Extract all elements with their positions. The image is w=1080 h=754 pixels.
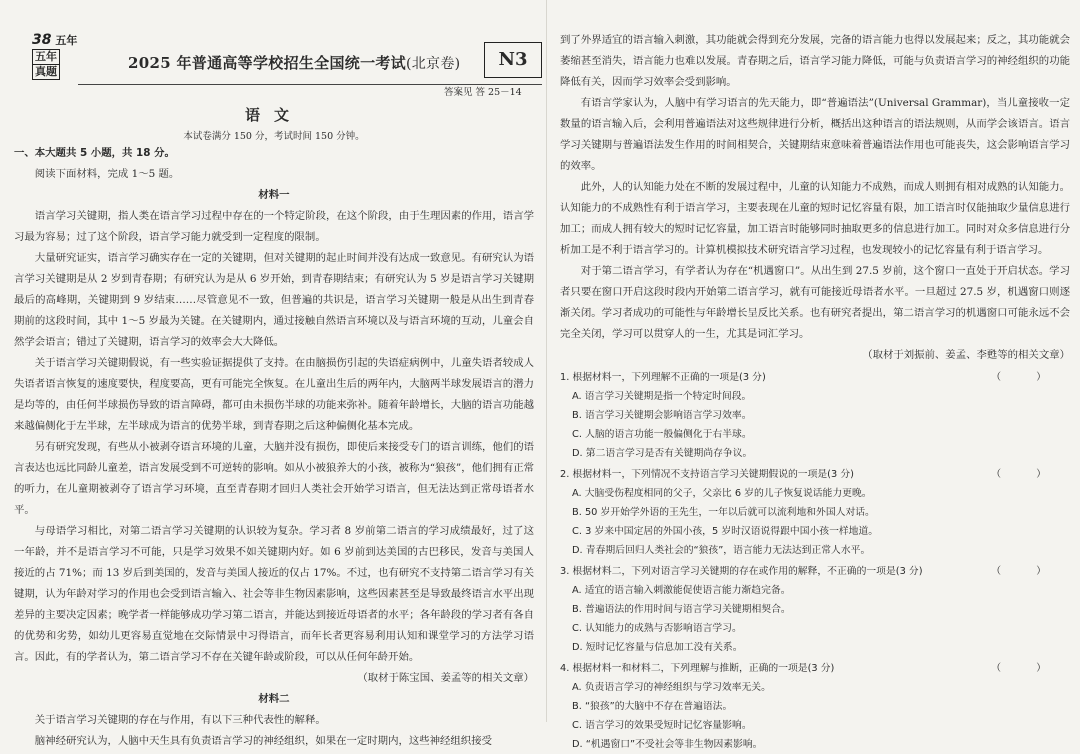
answer-reference: 答案见 答 25－14 <box>444 87 522 98</box>
material1-paragraph: 语言学习关键期，指人类在语言学习过程中存在的一个特定阶段，在这个阶段，由于生理因素的作用，语言学习最为容易；过了这个阶段，语言学习能力就受到一定程度的限制。 <box>14 210 534 243</box>
option-b: B. 50 岁开始学外语的王先生，一年以后就可以流利地和外国人对话。 <box>572 507 875 518</box>
publisher-logo <box>32 34 82 80</box>
option-b: B. “狼孩”的大脑中不存在普遍语法。 <box>572 701 733 712</box>
answer-paren: （ ） <box>991 566 1062 577</box>
question-2 <box>560 465 1070 560</box>
option-b: B. 普遍语法的作用时间与语言学习关键期相契合。 <box>572 604 791 615</box>
option-c: C. 人脑的语言功能一般偏侧化于右半球。 <box>572 429 752 440</box>
option-c: C. 认知能力的成熟与否影响语言学习。 <box>572 623 742 634</box>
material2-title: 材料二 <box>258 693 290 705</box>
option-a: A. 适宜的语言输入刺激能促使语言能力渐趋完备。 <box>572 585 791 596</box>
option-a: A. 负责语言学习的神经组织与学习效率无关。 <box>572 682 771 693</box>
question-4 <box>560 659 1070 754</box>
material1-paragraph: 另有研究发现，有些从小被剥夺语言环境的儿童，大脑并没有损伤，即使后来接受专门的语言训练，他们的语言表达也远比同龄儿童差，语言发展受到不可逆转的影响。如从小被狼养大的小孩，被称为“狼孩”，他们拥有正常的听力，在儿童期被剥夺了语言学习环境，直至青春期才回归人类社会开始学习语言，但无法达到正常母语者水平。 <box>14 441 534 516</box>
question-3 <box>560 562 1070 657</box>
exam-note: 本试卷满分 150 分，考试时间 150 分钟。 <box>183 131 365 142</box>
left-column <box>14 0 534 747</box>
exam-region: (北京卷) <box>405 56 461 72</box>
material2-continued: 到了外界适宜的语言输入刺激，其功能就会得到充分发展，完备的语言能力也得以发展起来；反之，其功能就会萎缩甚至消失，语言能力也难以发展。青春期之后，语言学习能力降低，可能与负责语言学习的神经组织的功能降低有关，因而学习效率会受到影响。 <box>560 34 1070 88</box>
right-column <box>560 0 1070 750</box>
section-heading: 一、本大题共 5 小题，共 18 分。 <box>14 147 175 159</box>
subject-title: 语文 <box>244 106 303 124</box>
option-c: C. 3 岁来中国定居的外国小孩，5 岁时汉语说得跟中国小孩一样地道。 <box>572 526 879 537</box>
material2-paragraph: 有语言学家认为，人脑中有学习语言的先天能力，即“普遍语法”(Universal Grammar)，当儿童接收一定数量的语言输入后，会利用普遍语法对这些规律进行分析，概括出这种语言的语法规则，从而学会该语言。语言学习关键期与普遍语法发生作用的时间相契合，关键期结束意味着普遍语法作用也可能丧失，这会影响语言学习的效率。 <box>560 97 1070 172</box>
column-divider <box>546 0 547 722</box>
left-text-flow <box>14 143 534 752</box>
question-stem: 3. 根据材料二，下列对语言学习关键期的存在或作用的解释，不正确的一项是(3 分) （ ） <box>560 562 1070 581</box>
logo-box-text-2: 真题 <box>35 65 57 78</box>
material1-title: 材料一 <box>258 189 290 201</box>
logo-box-text-1: 五年 <box>35 50 57 63</box>
material2-paragraph: 此外，人的认知能力处在不断的发展过程中，儿童的认知能力不成熟，而成人则拥有相对成熟的认知能力。认知能力的不成熟性有利于语言学习，主要表现在儿童的短时记忆容量有限，加工语言时仅能抽取少量信息进行加工；而成人拥有较大的短时记忆容量，加工语言时能够同时抽取更多的信息进行加工。同时对众多信息进行分析加工是不利于语言学习的。计算机模拟技术研究语言学习过程，也发现较小的记忆容量有利于语言学习。 <box>560 181 1070 256</box>
material2-paragraph: 关于语言学习关键期的存在与作用，有以下三种代表性的解释。 <box>34 714 326 726</box>
answer-paren: （ ） <box>991 372 1062 383</box>
instruction: 阅读下面材料，完成 1～5 题。 <box>34 168 180 180</box>
material1-paragraph: 大量研究证实，语言学习确实存在一定的关键期，但对关键期的起止时间并没有达成一致意见。有研究认为语言学习关键期是从 2 岁到青春期；有研究认为是从 6 岁开始，到青春期结束；有研究认为 5 岁是语言学习关键期最后的高峰期，关键期到 9 岁结束……尽管意见不一致，但普遍的共识是，语言学习关键期一般是从出生到青春期前的这段时间，其中 1～5 岁最为关键。在关键期内，通过接触自然语言环境以及与语言环境的互动，儿童会自然学会语言；错过了关键期，语言学习的效率会大大降低。 <box>14 252 534 348</box>
paper-code: N3 <box>484 42 542 78</box>
option-c: C. 语言学习的效果受短时记忆容量影响。 <box>572 720 752 731</box>
option-a: A. 语言学习关键期是指一个特定时间段。 <box>572 391 752 402</box>
right-text-flow <box>560 30 1070 754</box>
option-b: B. 语言学习关键期会影响语言学习效率。 <box>572 410 752 421</box>
option-d: D. 青春期后回归人类社会的“狼孩”，语言能力无法达到正常人水平。 <box>572 545 871 556</box>
material1-paragraph: 关于语言学习关键期假说，有一些实验证据提供了支持。在由脑损伤引起的失语症病例中，儿童失语者较成人失语者语言恢复的速度要快，程度要高，更有可能完全恢复。在儿童出生后的两年内，大脑两半球发展语言的潜力是均等的，由任何半球损伤导致的语言障碍，都可由未损伤半球的功能来弥补。随着年龄增长，大脑的语言功能越来越偏侧化于左半球，左半球成为语言的优势半球，到青春期之后这种偏侧化基本完成。 <box>14 357 534 432</box>
question-stem: 1. 根据材料一，下列理解不正确的一项是(3 分) （ ） <box>560 368 1070 387</box>
material1-paragraph: 与母语学习相比，对第二语言学习关键期的认识较为复杂。学习者 8 岁前第二语言的学习成绩最好，过了这一年龄，并不是语言学习不可能，只是学习效果不如关键期内好。如 6 岁前到达美国的古巴移民，发音与美国人接近的占 71%；而 13 岁后到美国的，发音与美国人接近的仅占 17%。不过，也有研究不支持第二语言学习有关键期，认为年龄对学习的作用也会受到语言输入、社会等非生物因素影响，这些因素甚至是导致最终语言水平出现差异的主要决定因素；晚学者一样能够成功学习第二语言，并能达到接近母语者的水平；各年龄段的学习者有各自的优势和劣势，如幼儿更容易直觉地在交际情景中习得语言，而年长者更容易利用认知和课堂学习的方法学习语言。因此，有的学者认为，第二语言学习不存在关键年龄或阶段，可以从任何年龄开始。 <box>14 525 534 663</box>
logo-top: 38 五年 <box>32 32 78 48</box>
question-stem: 2. 根据材料一，下列情况不支持语言学习关键期假说的一项是(3 分) （ ） <box>560 465 1070 484</box>
answer-paren: （ ） <box>991 469 1062 480</box>
material2-paragraph: 脑神经研究认为，人脑中天生具有负责语言学习的神经组织，如果在一定时期内，这些神经组织接受 <box>34 735 492 747</box>
option-d: D. “机遇窗口”不受社会等非生物因素影响。 <box>572 739 763 750</box>
material1-source: （取材于陈宝国、姜孟等的相关文章） <box>357 672 534 684</box>
question-1 <box>560 368 1070 463</box>
logo-box <box>32 49 60 80</box>
material2-paragraph: 对于第二语言学习，有学者认为存在“机遇窗口”。从出生到 27.5 岁前，这个窗口一直处于开启状态。学习者只要在窗口开启这段时段内开始第二语言学习，就有可能接近母语者水平。一旦超过 27.5 岁，机遇窗口则逐渐关闭。学习者成功的可能性与年龄增长呈反比关系。也有研究者提出，第二语言学习的机遇窗口可能永远不会完全关闭，学习可以贯穿人的一生，尤其是词汇学习。 <box>560 265 1070 340</box>
answer-paren: （ ） <box>991 663 1062 674</box>
option-a: A. 大脑受伤程度相同的父子，父亲比 6 岁的儿子恢复说话能力更晚。 <box>572 488 872 499</box>
exam-title: 2025 年普通高等学校招生全国统一考试(北京卷) <box>128 54 461 72</box>
exam-header <box>32 30 542 86</box>
option-d: D. 第二语言学习是否有关键期尚存争议。 <box>572 448 753 459</box>
question-stem: 4. 根据材料一和材料二，下列理解与推断，正确的一项是(3 分) （ ） <box>560 659 1070 678</box>
material2-source: （取材于刘振前、姜孟、李甦等的相关文章） <box>862 349 1070 361</box>
option-d: D. 短时记忆容量与信息加工没有关系。 <box>572 642 743 653</box>
